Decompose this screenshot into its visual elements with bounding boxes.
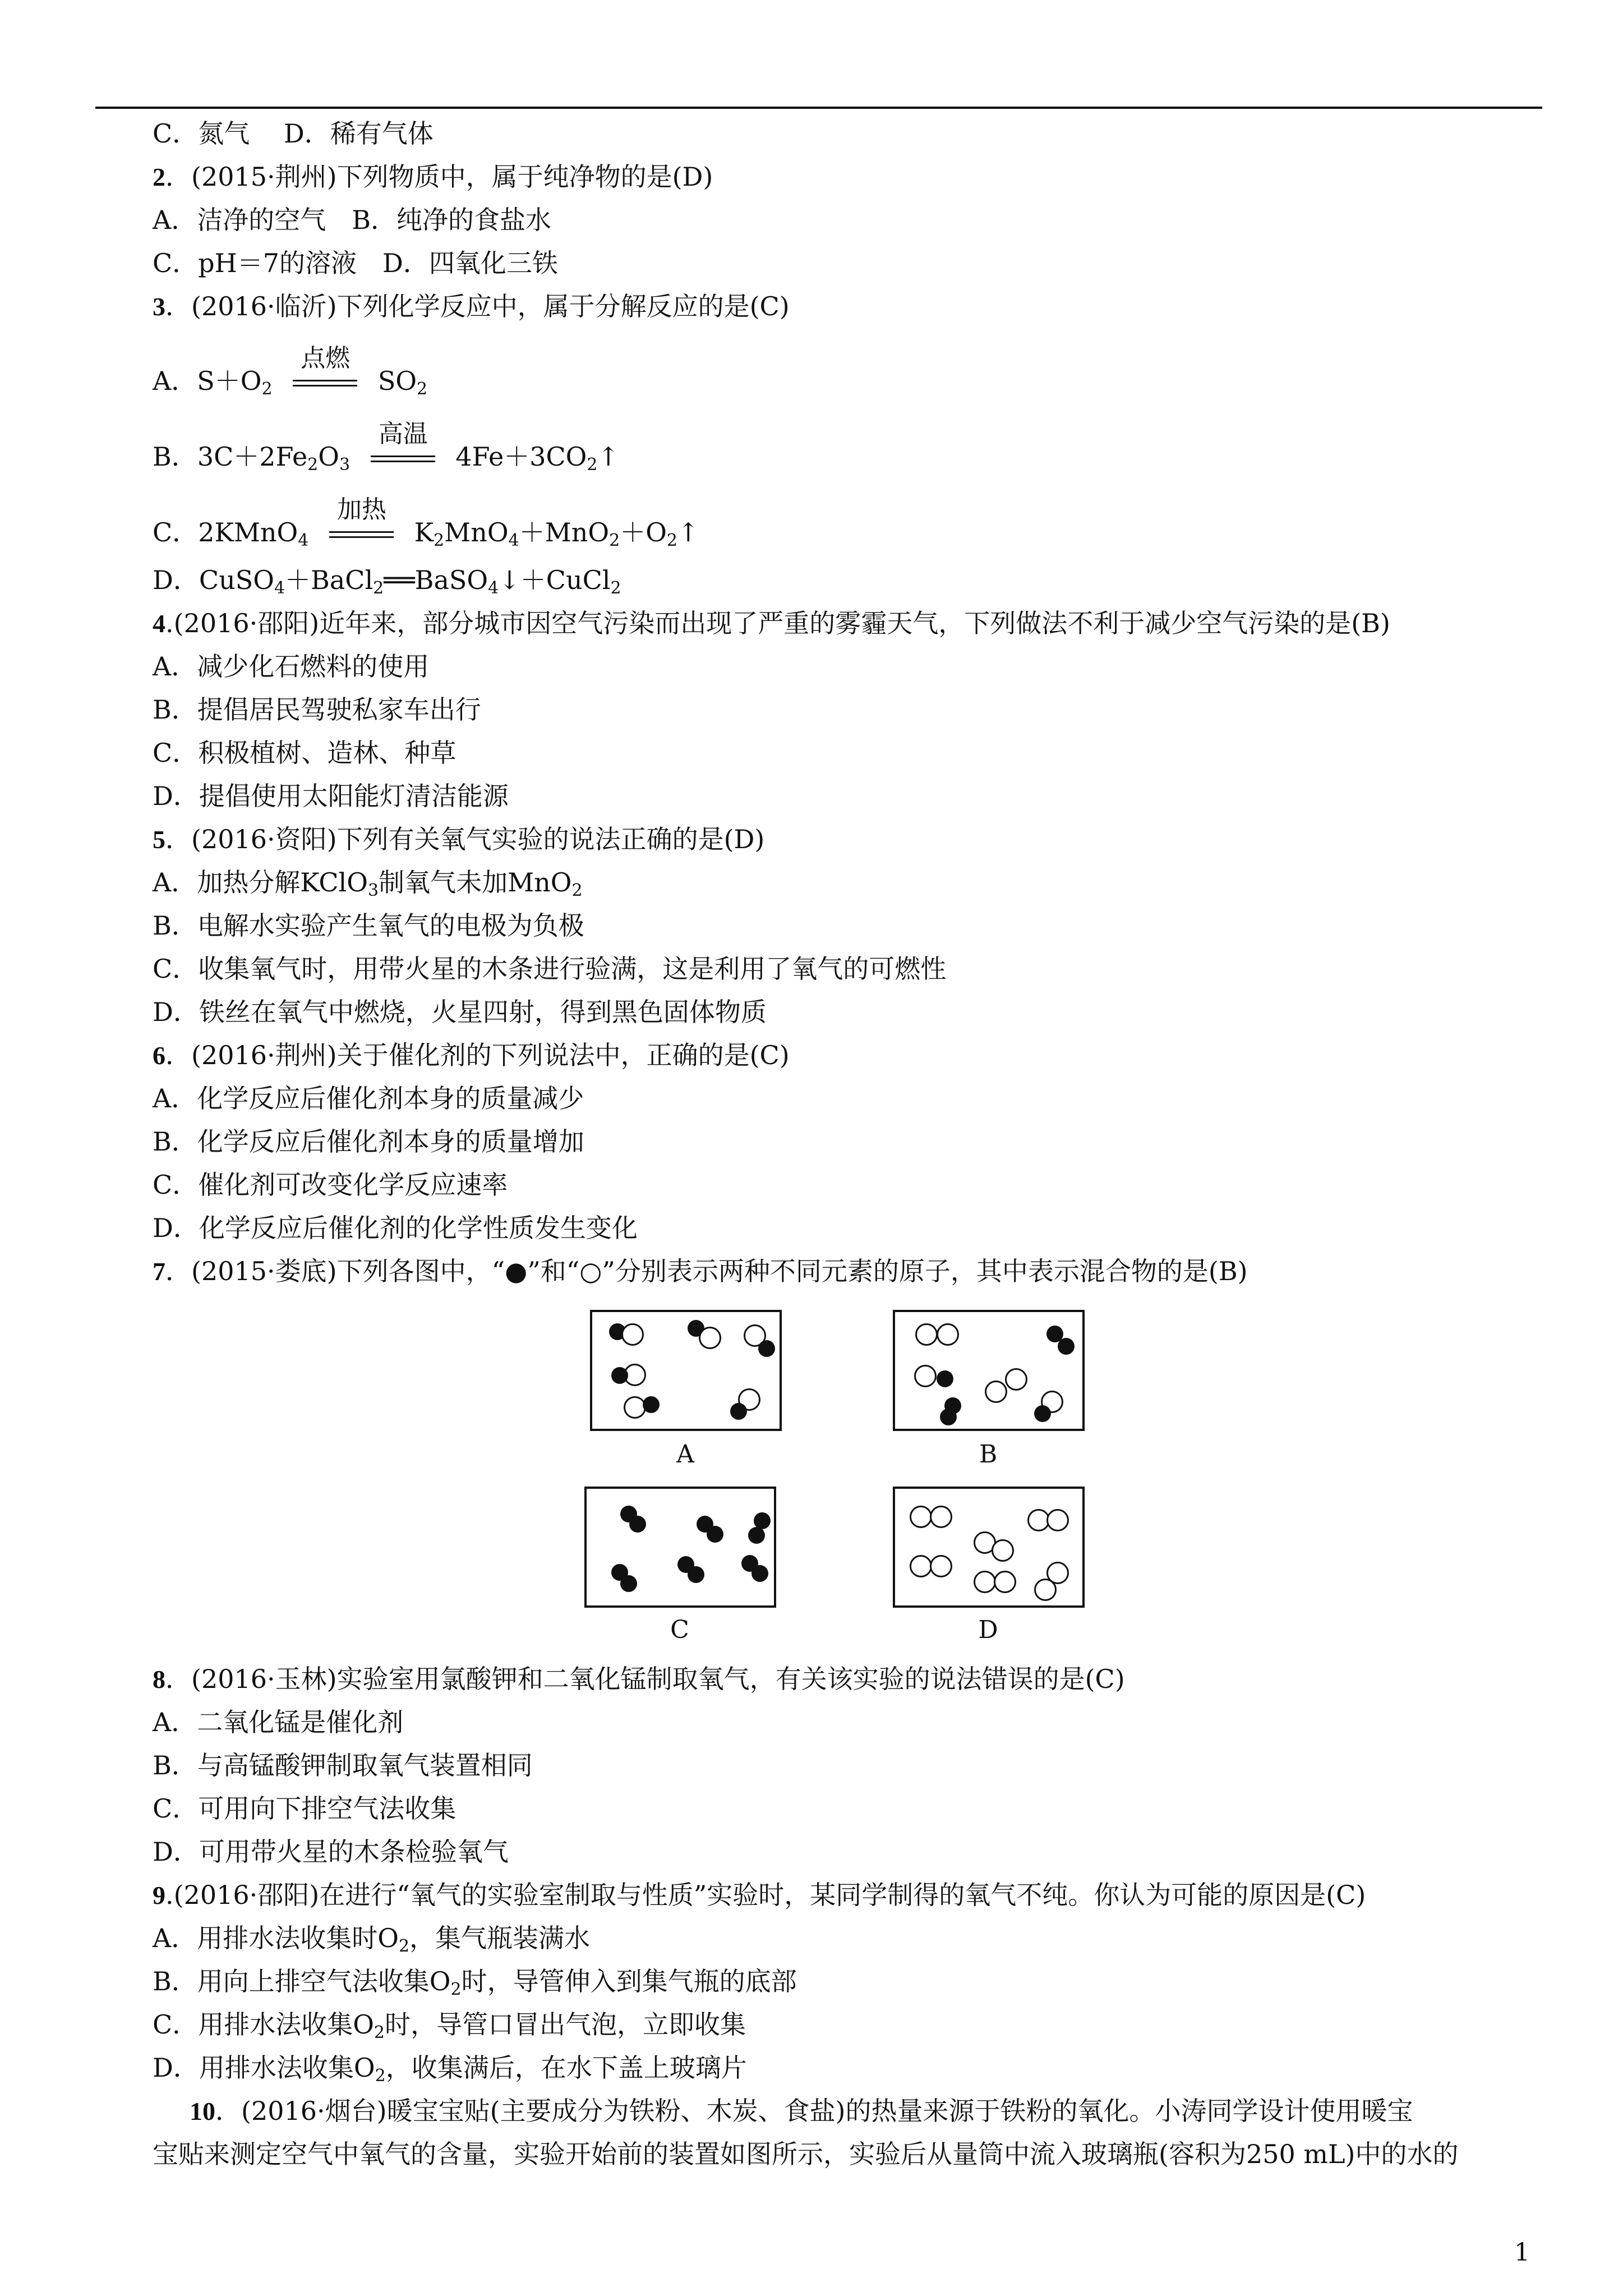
filled-atom-icon (730, 1403, 747, 1420)
label-a: A (676, 1440, 694, 1469)
filled-atom-icon (1058, 1338, 1075, 1355)
hollow-atom-icon (992, 1539, 1014, 1562)
filled-atom-icon (751, 1565, 768, 1582)
page-content (153, 112, 1543, 2176)
question-5: 5．(2016·资阳)下列有关氧气实验的说法正确的是(D) (153, 824, 765, 854)
filled-atom-icon (629, 1516, 646, 1533)
question-10: 10．(2016·烟台)暖宝宝贴(主要成分为铁粉、木炭、食盐)的热量来源于铁粉的氧化。小涛同学设计使用暖宝 (190, 2096, 1413, 2126)
filled-atom-icon (758, 1340, 775, 1357)
q3-option-d: D．CuSO$_4$＋BaCl$_2$══BaSO$_4$↓＋CuCl$_2$ (153, 565, 621, 598)
question-6: 6．(2016·荆州)关于催化剂的下列说法中，正确的是(C) (153, 1040, 790, 1070)
hollow-atom-icon (930, 1506, 952, 1528)
q5-option-c: C．收集氧气时，用带火星的木条进行验满，这是利用了氧气的可燃性 (153, 954, 947, 984)
q9-option-b: B．用向上排空气法收集$O_2$时，导管伸入到集气瓶的底部 (153, 1966, 797, 1999)
hollow-atom-icon (910, 1506, 932, 1528)
q2-option-cd: C．pH＝7的溶液 D．四氧化三铁 (153, 248, 558, 278)
question-10-cont: 宝贴来测定空气中氧气的含量，实验开始前的装置如图所示，实验后从量筒中流入玻璃瓶(容积为250 mL)中的水的 (153, 2139, 1459, 2169)
filled-atom-icon (748, 1527, 765, 1544)
q5-option-d: D．铁丝在氧气中燃烧，火星四射，得到黑色固体物质 (153, 997, 767, 1027)
filled-atom-icon (643, 1396, 660, 1413)
q8-option-d: D．可用带火星的木条检验氧气 (153, 1837, 509, 1867)
q5-option-b: B．电解水实验产生氧气的电极为负极 (153, 910, 584, 941)
q6-option-d: D．化学反应后催化剂的化学性质发生变化 (153, 1213, 638, 1243)
equals-sign: 加热 (329, 529, 394, 540)
q3-option-c: C．2KMnO$_4$ 加热 $K_2MnO_4+MnO_2+O_2↑$ (153, 495, 699, 550)
q1-options: C．氮气 D．稀有气体 (153, 118, 434, 149)
diagram-box-c (584, 1487, 776, 1608)
hollow-atom-icon (1046, 1509, 1069, 1531)
q3-option-a: A．$S+O_2$ 点燃 $SO_2$ (153, 344, 428, 399)
top-rule (95, 107, 1542, 109)
hollow-atom-icon (915, 1323, 938, 1346)
q8-option-a: A．二氧化锰是催化剂 (153, 1707, 404, 1737)
filled-atom-icon (611, 1367, 628, 1384)
hollow-atom-icon (974, 1571, 996, 1593)
q4-option-d: D．提倡使用太阳能灯清洁能源 (153, 781, 509, 811)
q5-option-a: A．加热分解KClO$_3$制氧气未加MnO$_2$ (153, 867, 583, 900)
question-3: 3．(2016·临沂)下列化学反应中，属于分解反应的是(C) (153, 291, 790, 321)
q9-option-d: D．用排水法收集$O_2$，收集满后，在水下盖上玻璃片 (153, 2053, 747, 2086)
filled-atom-icon (688, 1566, 704, 1583)
hollow-atom-icon (621, 1323, 644, 1346)
q6-option-a: A．化学反应后催化剂本身的质量减少 (153, 1083, 584, 1114)
filled-atom-icon (620, 1575, 637, 1592)
question-4: 4.(2016·邵阳)近年来，部分城市因空气污染而出现了严重的雾霾天气，下列做法不利于减少空气污染的是(B) (153, 608, 1390, 638)
q4-option-a: A．减少化石燃料的使用 (153, 651, 430, 682)
hollow-atom-icon (910, 1555, 932, 1577)
filled-atom-icon (937, 1370, 953, 1387)
question-8: 8．(2016·玉林)实验室用氯酸钾和二氧化锰制取氧气，有关该实验的说法错误的是(C) (153, 1664, 1125, 1694)
label-c: C (670, 1616, 689, 1644)
hollow-atom-icon (930, 1555, 952, 1577)
diagram-box-a (590, 1310, 782, 1431)
q4-option-b: B．提倡居民驾驶私家车出行 (153, 694, 481, 725)
q8-option-b: B．与高锰酸钾制取氧气装置相同 (153, 1750, 533, 1780)
q6-option-c: C．催化剂可改变化学反应速率 (153, 1170, 508, 1200)
q9-option-c: C．用排水法收集$O_2$时，导管口冒出气泡，立即收集 (153, 2009, 746, 2042)
q4-option-c: C．积极植树、造林、种草 (153, 738, 457, 768)
page-number: 1 (1514, 2238, 1530, 2267)
filled-atom-icon (1034, 1405, 1051, 1422)
question-9: 9.(2016·邵阳)在进行“氧气的实验室制取与性质”实验时，某同学制得的氧气不纯。你认为可能的原因是(C) (153, 1880, 1366, 1910)
filled-atom-icon (707, 1526, 723, 1543)
hollow-atom-icon (914, 1365, 937, 1387)
molecule-figure (153, 1293, 1543, 1658)
hollow-atom-icon (985, 1381, 1007, 1403)
diagram-box-d (893, 1487, 1085, 1608)
hollow-atom-icon (937, 1323, 959, 1346)
label-d: D (978, 1616, 998, 1644)
label-b: B (979, 1440, 998, 1469)
q6-option-b: B．化学反应后催化剂本身的质量增加 (153, 1126, 584, 1157)
diagram-box-b (893, 1310, 1085, 1431)
hollow-atom-icon (994, 1571, 1016, 1593)
hollow-atom-icon (699, 1327, 721, 1349)
equals-sign: 点燃 (293, 378, 357, 389)
question-7: 7．(2015·娄底)下列各图中，“●”和“○”分别表示两种不同元素的原子，其中表示混合物的是(B) (153, 1256, 1248, 1286)
filled-atom-icon (940, 1409, 957, 1425)
hollow-atom-icon (1034, 1579, 1057, 1601)
q8-option-c: C．可用向下排空气法收集 (153, 1793, 457, 1824)
q2-option-ab: A．洁净的空气 B．纯净的食盐水 (153, 205, 552, 235)
q3-option-b: B．$3C+2Fe_2O_3$ 高温 $4Fe+3CO_2↑$ (153, 420, 620, 475)
hollow-atom-icon (1005, 1368, 1027, 1391)
equals-sign: 高温 (371, 453, 435, 464)
question-2: 2．(2015·荆州)下列物质中，属于纯净物的是(D) (153, 162, 713, 192)
q9-option-a: A．用排水法收集时$O_2$，集气瓶装满水 (153, 1923, 591, 1956)
